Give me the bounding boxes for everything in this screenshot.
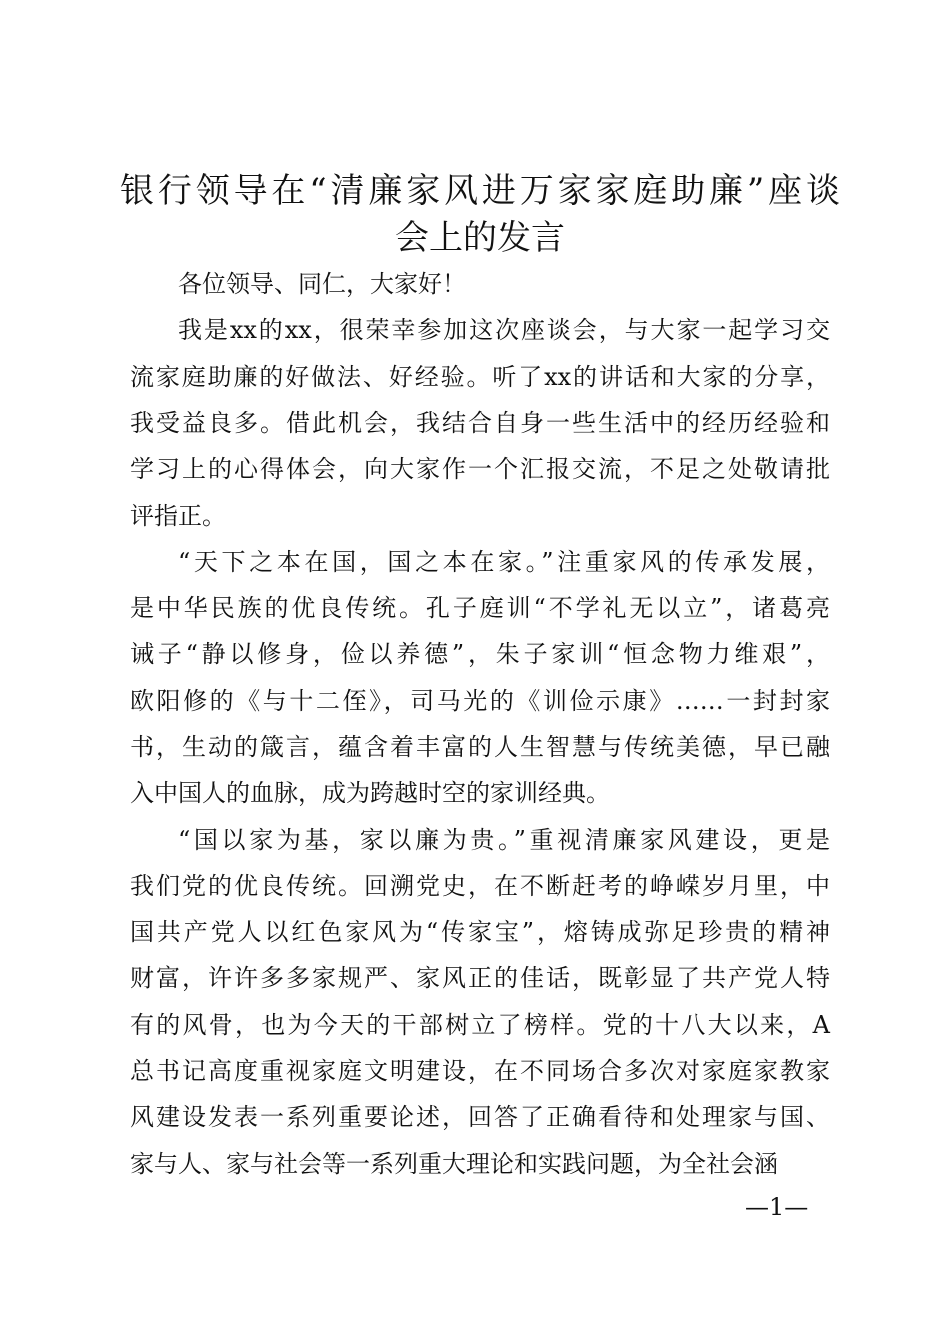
document-title-line-1: 银行领导在“清廉家风进万家家庭助廉”座谈	[120, 171, 840, 211]
paragraph-line: 评指正。	[130, 502, 226, 530]
paragraph-line: 我受益良多。借此机会，我结合自身一些生活中的经历经验和	[130, 409, 830, 437]
paragraph-line: 书，生动的箴言，蕴含着丰富的人生智慧与传统美德，早已融	[130, 733, 830, 761]
paragraph-line: 入中国人的血脉，成为跨越时空的家训经典。	[130, 779, 610, 807]
paragraph-line: 家与人、家与社会等一系列重大理论和实践问题，为全社会涵	[130, 1150, 778, 1178]
paragraph-line: 我是xx的xx，很荣幸参加这次座谈会，与大家一起学习交	[178, 316, 830, 344]
paragraph-line: 我们党的优良传统。回溯党史，在不断赶考的峥嵘岁月里，中	[130, 872, 830, 900]
paragraph-line: “国以家为基，家以廉为贵。”重视清廉家风建设，更是	[178, 826, 830, 854]
paragraph-line: 欧阳修的《与十二侄》，司马光的《训俭示康》……一封封家	[130, 687, 830, 715]
paragraph-line: 国共产党人以红色家风为“传家宝”，熔铸成弥足珍贵的精神	[130, 918, 830, 946]
paragraph-line: 诫子“静以修身，俭以养德”，朱子家训“恒念物力维艰”，	[130, 640, 830, 668]
paragraph-line: 流家庭助廉的好做法、好经验。听了xx的讲话和大家的分享，	[130, 363, 830, 391]
paragraph-line: 是中华民族的优良传统。孔子庭训“不学礼无以立”，诸葛亮	[130, 594, 830, 622]
paragraph-line: 有的风骨，也为今天的干部树立了榜样。党的十八大以来，A	[130, 1011, 830, 1039]
paragraph-line: 各位领导、同仁，大家好！	[178, 270, 466, 298]
document-title-line-2: 会上的发言	[395, 218, 565, 258]
paragraph-line: 风建设发表一系列重要论述，回答了正确看待和处理家与国、	[130, 1103, 830, 1131]
page-number: —1—	[745, 1193, 809, 1221]
paragraph-line: “天下之本在国，国之本在家。”注重家风的传承发展，	[178, 548, 830, 576]
paragraph-line: 总书记高度重视家庭文明建设，在不同场合多次对家庭家教家	[130, 1057, 830, 1085]
paragraph-line: 财富，许许多多家规严、家风正的佳话，既彰显了共产党人特	[130, 964, 830, 992]
paragraph-line: 学习上的心得体会，向大家作一个汇报交流，不足之处敬请批	[130, 455, 830, 483]
